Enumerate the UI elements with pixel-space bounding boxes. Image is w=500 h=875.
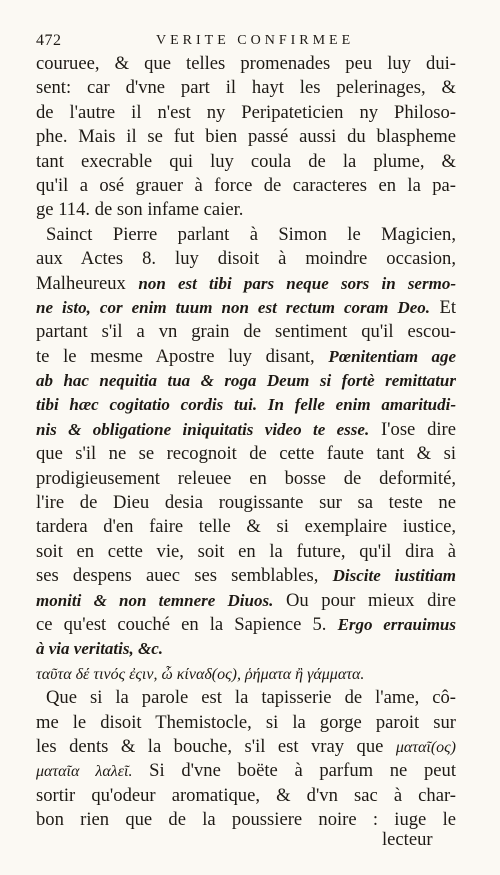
text-line: sent: car d'vne part il hayt les pelerinages, & [36,77,456,99]
text-line: ne isto, cor enim tuum non est rectum coram Deo. Et [36,296,456,318]
latin-quote: ab hac nequitia tua & roga Deum si fortè remittatur [36,371,456,391]
text-line [36,393,456,417]
text-line: me le disoit Themistocle, si la gorge paroit sur [36,711,456,733]
latin-quote: moniti & non temnere Diuos. [36,590,274,610]
text-line: moniti & non temnere Diuos. Ou pour mieux dire [36,589,456,611]
text-line: prodigieusement releuee en bosse de deformité, [36,467,456,489]
greek-quote: ταῦτα δέ τινός ἐςιν, ὦ κίναδ(ος), ῥήματα ἢ γάμματα. [36,665,365,683]
latin-quote: à via veritatis, &c. [36,639,164,659]
latin-quote: non est tibi pars neque sors in sermo- [138,273,456,293]
text-block [36,52,456,833]
running-title: VERITE CONFIRMEE [156,33,355,48]
text-line: sortir qu'odeur aromatique, & d'vn sac à char- [36,784,456,806]
text-line: Que si la parole est la tapisserie de l'ame, cô- [46,687,456,709]
latin-quote: ne isto, cor enim tuum non est rectum coram Deo. [36,297,431,317]
text-line: Malheureux non est tibi pars neque sors in sermo- [36,272,456,294]
greek-word: ματαῖα λαλεῖ. [36,763,133,781]
latin-quote: nis & obligatione iniquitatis video te esse. [36,419,370,439]
text-line: les dents & la bouche, s'il est vray que ματαῖ(ος) [36,735,456,757]
catchword: lecteur [382,829,433,850]
text-line: ses despens auec ses semblables, Discite iustitiam [36,565,456,587]
text-line: ge 114. de son infame caier. [36,199,244,221]
text-line: bon rien que de la poussiere noire : iuge le [36,809,456,831]
text-line: phe. Mais il se fut bien passé aussi du blaspheme [36,126,456,148]
text-line: couruee, & que telles promenades peu luy dui- [36,53,456,74]
text-line: l'ire de Dieu desia rougissante sur sa teste ne [36,492,456,514]
text-line: tardera d'en faire telle & si exemplaire iustice, [36,516,456,538]
latin-quote: Ergo errauimus [337,614,456,634]
text-line: partant s'il a vn grain de sentiment qu'il escou- [36,321,456,343]
text-line: Sainct Pierre parlant à Simon le Magicien, [46,223,456,245]
page-header [36,26,456,54]
text-line [36,637,456,661]
greek-word: ματαῖ(ος) [395,738,456,756]
text-line: tant execrable qui luy coula de la plume, & [36,150,456,172]
text-line: qu'il a osé grauer à force de caracteres en la pa- [36,174,456,196]
text-line: nis & obligatione iniquitatis video te esse. I'ose dire [36,418,456,440]
page-number: 472 [36,32,62,49]
text-line: soit en cette vie, soit en la future, qu'il dira à [36,540,456,562]
text-line [36,369,456,393]
latin-quote: Discite iustitiam [332,566,456,586]
text-line: de l'autre il n'est ny Peripateticien ny Philoso- [36,101,456,123]
text-line: ματαῖα λαλεῖ. Si d'vne boëte à parfum ne peut [36,760,456,782]
latin-quote: tibi hæc cogitatio cordis tui. In felle enim amaritudi- [36,395,456,415]
text-line: ce qu'est couché en la Sapience 5. Ergo errauimus [36,613,456,635]
text-line: aux Actes 8. luy disoit à moindre occasion, [36,248,456,270]
text-line: que s'il ne se recognoit de cette faute tant & si [36,443,456,465]
text-line: te le mesme Apostre luy disant, Pœnitentiam age [36,345,456,367]
latin-quote: Pœnitentiam age [328,346,456,366]
